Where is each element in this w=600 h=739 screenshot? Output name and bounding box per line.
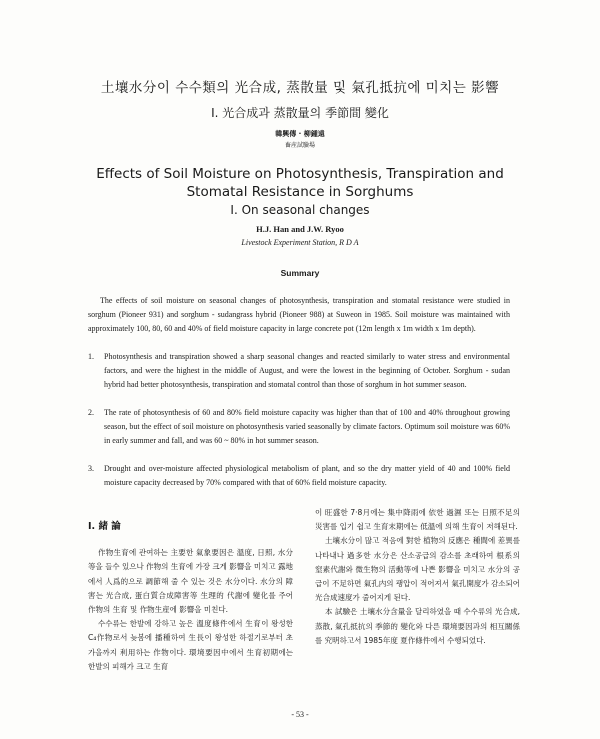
body-paragraph: 수수류는 한발에 강하고 높은 溫度條件에서 生育이 왕성한 C₄作物로서 늦봄에 播種하여 生長이 왕성한 하절기로부터 초가을까지 利用하는 作物이다. 環境要因中에서 生育初期에는 한발의 피해가 크고 生育 — [88, 619, 293, 671]
subtitle-korean: I. 光合成과 蒸散量의 季節間 變化 — [211, 106, 389, 120]
section-heading-introduction: I. 緒 論 — [88, 521, 121, 532]
summary-item-number: 3. — [88, 464, 94, 473]
body-paragraph: 本 試驗은 土壤水分含量을 달리하였을 때 수수류의 光合成, 蒸散, 氣孔抵抗의 季節的 變化와 다른 環境要因과의 相互關係를 究明하고서 1985年度 夏作條件에서 수행되었다. — [315, 607, 520, 645]
summary-item-text: Drought and over-moisture affected physiological metabolism of plant, and so the dry matter yield of 40 and 100% field moisture capacity decreased by 70% compared with that of 60% field moisture capacity. — [104, 464, 510, 487]
summary-item-text: The rate of photosynthesis of 60 and 80% field moisture capacity was higher than that of 100 and 40% throughout growing season, but the effect of soil moisture on photosynthesis varied seasonally by climate factors. Optimum soil moisture was 60% in early summer and fall, and was 60 ~ 80% in hot summer season. — [104, 408, 510, 445]
body-paragraph: 土壤水分이 많고 적음에 對한 植物의 反應은 種間에 差異를 나타내나 過多한 水分은 산소공급의 감소를 초래하여 根系의 窒素代謝와 微生物의 活動等에 나쁜 影響을 미치고 水分의 공급이 不足하면 氣孔内의 팽압이 적어져서 氣孔開度가 감소되어 光合成速度가 줄어지게 된다. — [315, 536, 520, 603]
authors-english: H.J. Han and J.W. Ryoo — [256, 224, 344, 234]
summary-item — [88, 462, 510, 490]
title-english-line1: Effects of Soil Moisture on Photosynthesis, Transpiration and — [96, 166, 504, 182]
subtitle-english: I. On seasonal changes — [230, 203, 370, 217]
title-english-line2: Stomatal Resistance in Sorghums — [186, 184, 414, 200]
body-paragraph: 作物生育에 관여하는 主要한 氣象要因은 溫度, 日照, 水分等을 들수 있으나 作物의 生育에 가장 크게 影響을 미치고 露地에서 人爲的으로 調節해 줄 수 있는 것은 水分이다. 水分의 障害는 光合成, 蛋白質合成障害等 生理的 代謝에 變化를 주어 作物의 生育 및 作物生産에 影響을 미친다. — [88, 548, 293, 615]
left-column — [88, 520, 293, 674]
affiliation-english: Livestock Experiment Station, R D A — [241, 238, 359, 247]
summary-item-number: 1. — [88, 352, 94, 361]
summary-item-number: 2. — [88, 408, 94, 417]
title-english — [0, 165, 600, 201]
right-column — [315, 506, 520, 648]
summary-intro: The effects of soil moisture on seasonal changes of photosynthesis, transpiration and stomatal resistance were studied in sorghum (Pioneer 931) and sorghum - sudangrass hybrid (Pioneer 988) at Suweon in 1985. Soil moisture was maintained with approximately 100, 80, 60 and 40% of field moisture capacity in large concrete pot (12m length x 1m width x 1m depth). — [88, 296, 510, 333]
body-paragraph: 이 旺盛한 7·8月에는 集中降雨에 依한 過濕 또는 日照不足의 災害를 입기 쉽고 生育末期에는 低溫에 의해 生育이 저해된다. — [315, 508, 520, 532]
summary-item-text: Photosynthesis and transpiration showed a sharp seasonal changes and reacted similarly to water stress and environmental factors, and were the highest in the middle of August, and were the lowest in the beginning of October. Sorghum - sudan hybrid had better photosynthesis, transpiration and stomatal control than those of sorghum in hot summer season. — [104, 352, 510, 389]
summary-item — [88, 350, 510, 392]
summary-item — [88, 406, 510, 448]
summary-heading: Summary — [280, 268, 320, 278]
page-number: - 53 - — [291, 710, 309, 719]
title-korean: 土壤水分이 수수類의 光合成, 蒸散量 및 氣孔抵抗에 미치는 影響 — [100, 80, 500, 96]
affiliation-korean: 畜産試驗場 — [284, 142, 315, 149]
authors-korean: 韓興傳 · 柳鍾遠 — [275, 130, 325, 138]
